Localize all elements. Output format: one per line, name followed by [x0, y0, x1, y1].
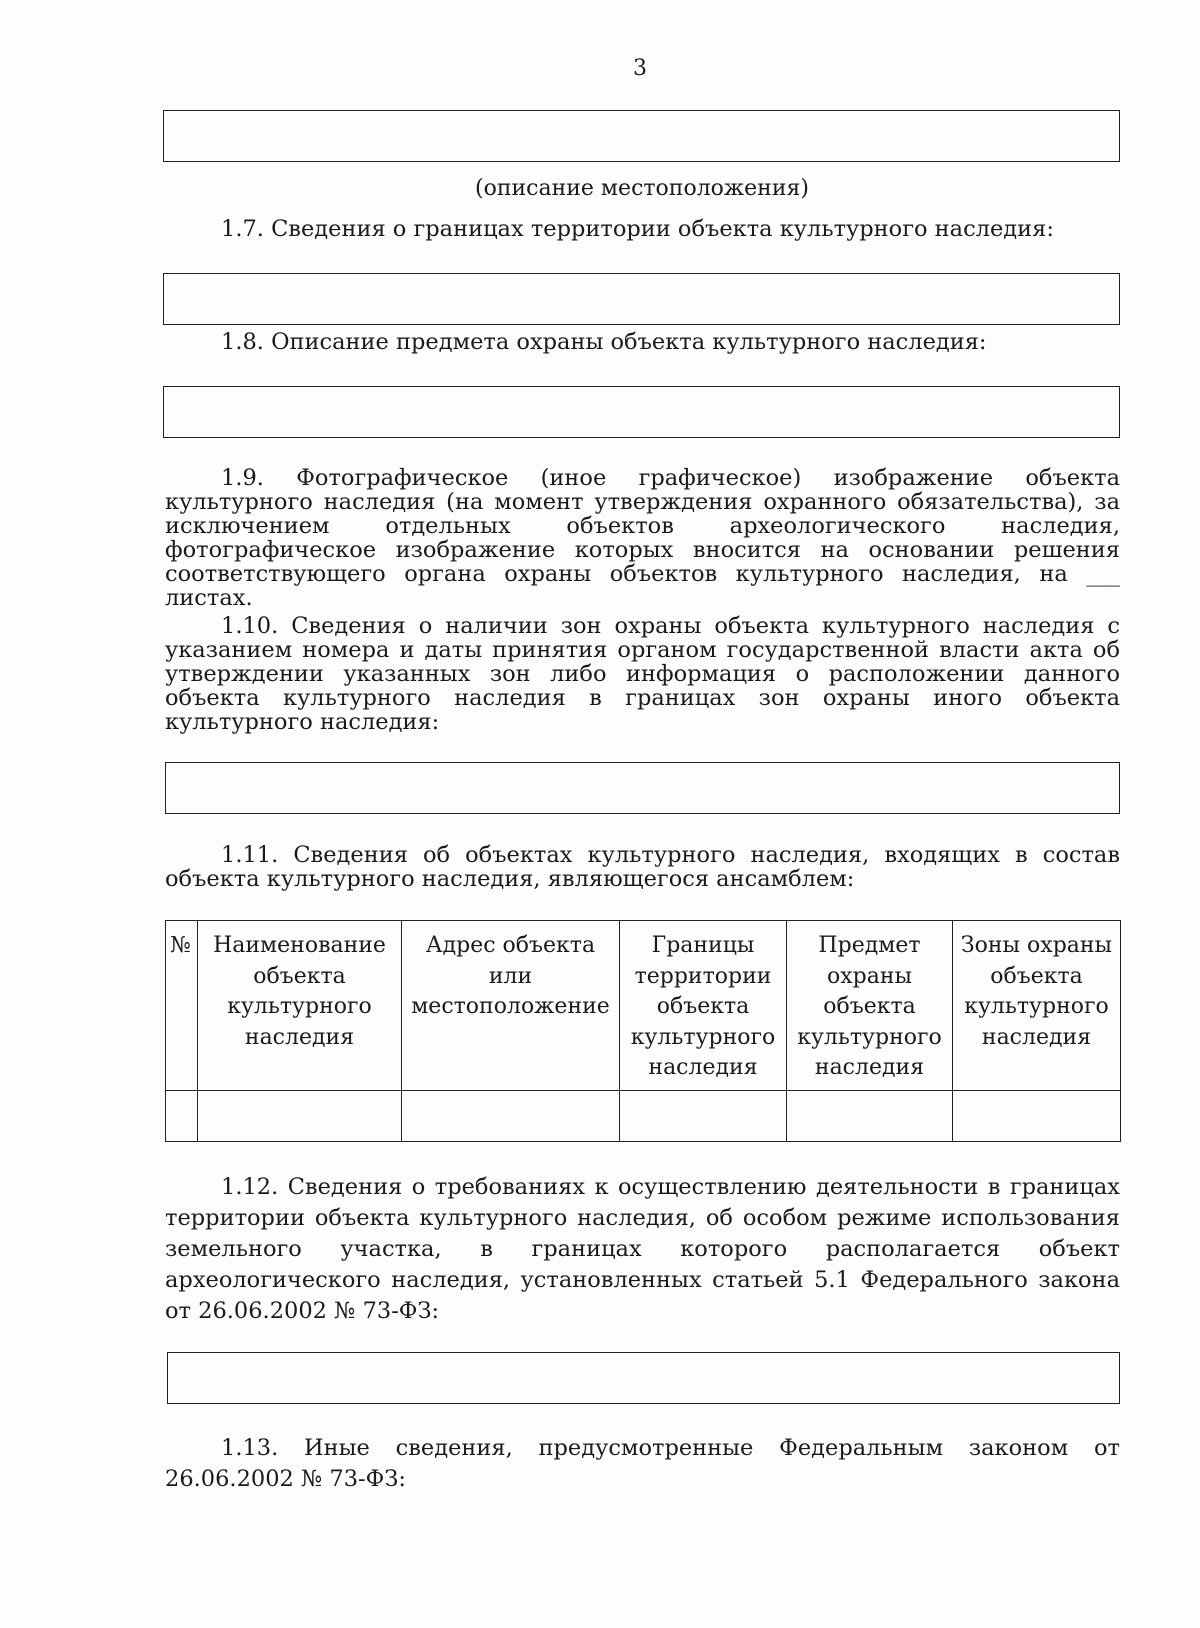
territory-boundaries-field[interactable]	[163, 273, 1120, 325]
section-1-8: 1.8. Описание предмета охраны объекта культурного наследия:	[221, 329, 987, 355]
section-1-12: 1.12. Сведения о требованиях к осуществлению деятельности в границах территории объекта культурного наследия, об особом режиме использования земельного участка, в границах которого располагается объект археологического наследия, установленных статьей 5.1 Федерального закона от 26.06.2002 № 73-ФЗ:	[165, 1174, 1120, 1324]
section-1-10: 1.10. Сведения о наличии зон охраны объекта культурного наследия с указанием номера и даты принятия органом государственной власти акта об утверждении указанных зон либо информация о расположении данного объекта культурного наследия в границах зон охраны иного объекта культурного наследия:	[165, 613, 1120, 735]
header-object-name: Наименование объекта культурного наследия	[198, 921, 402, 1091]
header-protection-zones: Зоны охраны объекта культурного наследия	[953, 921, 1121, 1091]
page-number: 3	[633, 56, 647, 81]
header-territory-boundaries: Границы территории объекта культурного наследия	[620, 921, 787, 1091]
header-number: №	[166, 921, 198, 1091]
header-protection-subject: Предмет охраны объекта культурного наследия	[787, 921, 953, 1091]
cell-territory-boundaries[interactable]	[620, 1091, 787, 1142]
cell-object-name[interactable]	[198, 1091, 402, 1142]
section-1-9: 1.9. Фотографическое (иное графическое) изображение объекта культурного наследия (на момент утверждения охранного обязательства), за исключением отдельных объектов археологического наследия, фотографическое изображение которых вносится на основании решения соответствующего органа охраны объектов культурного наследия, на ___ листах.	[165, 465, 1120, 611]
protection-subject-field[interactable]	[163, 386, 1120, 438]
activity-requirements-field[interactable]	[167, 1352, 1120, 1404]
cell-protection-zones[interactable]	[953, 1091, 1121, 1142]
location-field[interactable]	[163, 110, 1120, 162]
section-1-11: 1.11. Сведения об объектах культурного наследия, входящих в состав объекта культурного наследия, являющегося ансамблем:	[165, 842, 1120, 892]
section-1-13: 1.13. Иные сведения, предусмотренные Федеральным законом от 26.06.2002 № 73-ФЗ:	[165, 1435, 1120, 1492]
section-1-7: 1.7. Сведения о границах территории объекта культурного наследия:	[221, 216, 1054, 242]
cell-number[interactable]	[166, 1091, 198, 1142]
table-header-row	[166, 921, 1121, 1091]
cell-address[interactable]	[402, 1091, 620, 1142]
header-address: Адрес объекта или местоположение	[402, 921, 620, 1091]
protection-zones-field[interactable]	[165, 762, 1120, 814]
location-caption: (описание местоположения)	[475, 176, 809, 201]
cell-protection-subject[interactable]	[787, 1091, 953, 1142]
ensemble-objects-table	[165, 920, 1121, 1142]
table-row	[166, 1091, 1121, 1142]
